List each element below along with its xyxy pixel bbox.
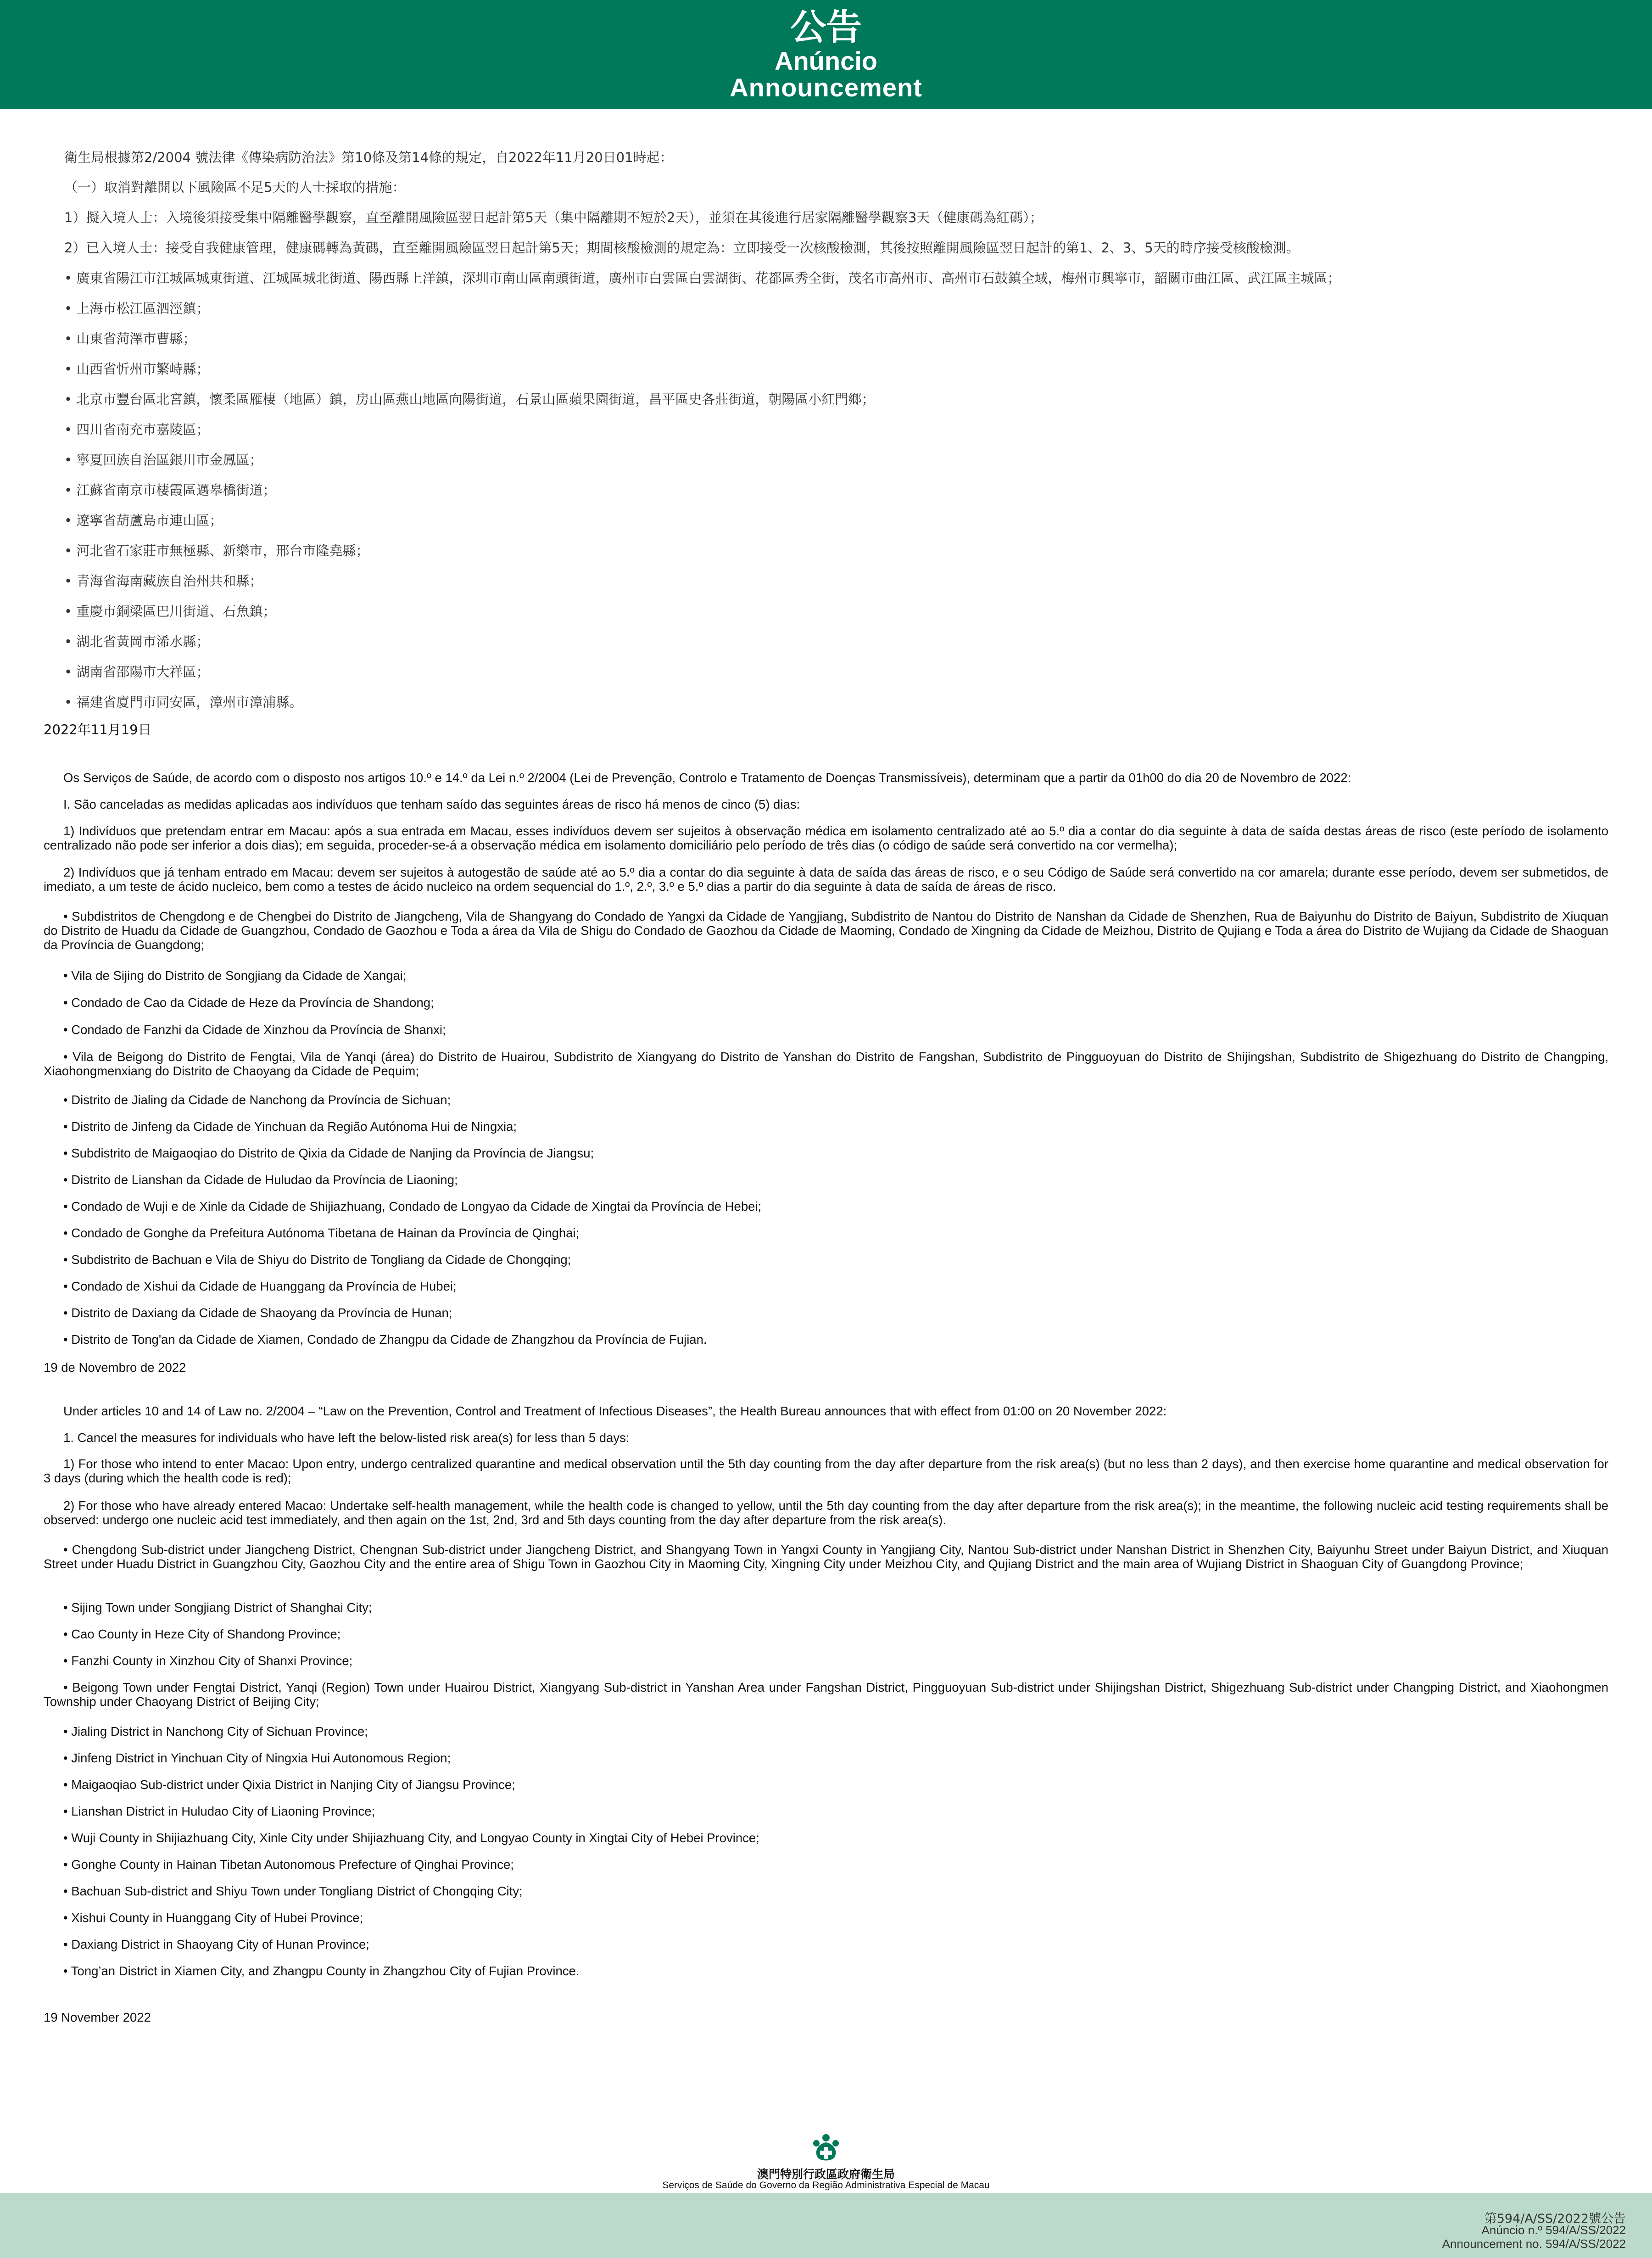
zh-area: • 河北省石家莊市無極縣、新樂市，邢台市隆堯縣；: [64, 543, 369, 559]
en-area: • Fanzhi County in Xinzhou City of Shanxi Province;: [63, 1654, 353, 1668]
health-bureau-logo: [0, 2133, 1652, 2163]
en-sub-1: 1) For those who intend to enter Macao: Upon entry, undergo centralized quarantine and medical observation until the 5th day counting from the day after departure from the risk area(s) (but no less than 2 days), and then exercise home quarantine and medical observation for 3 days (during which the health code is red);: [44, 1457, 1608, 1485]
zh-area: • 山西省忻州市繁峙縣；: [64, 361, 210, 377]
organization-name-pt: Serviços de Saúde do Governo da Região Administrativa Especial de Macau: [662, 2180, 990, 2191]
pt-area: • Distrito de Jialing da Cidade de Nanchong da Província de Sichuan;: [63, 1093, 451, 1107]
zh-area: • 湖南省邵陽市大祥區；: [64, 664, 210, 680]
zh-area: • 青海省海南藏族自治州共和縣；: [64, 573, 263, 589]
header-title-zh: 公告: [790, 7, 862, 48]
en-item-1: 1. Cancel the measures for individuals who have left the below-listed risk area(s) for less than 5 days:: [63, 1431, 630, 1445]
announcement-header: [0, 0, 1652, 109]
announcement-number-zh: 第594/A/SS/2022號公告: [1484, 2212, 1626, 2226]
zh-area: • 山東省菏澤市曹縣；: [64, 331, 196, 347]
en-date: 19 November 2022: [44, 2010, 151, 2024]
zh-sub-1: 1）擬入境人士：入境後須接受集中隔離醫學觀察，直至離開風險區翌日起計第5天（集中隔離期不短於2天），並須在其後進行居家隔離醫學觀察3天（健康碼為紅碼）；: [64, 210, 1043, 225]
pt-area: • Vila de Sijing do Distrito de Songjiang da Cidade de Xangai;: [63, 968, 407, 983]
pt-area: • Subdistrito de Bachuan e Vila de Shiyu do Distrito de Tongliang da Cidade de Chongqing;: [63, 1252, 571, 1267]
pt-area: • Condado de Wuji e de Xinle da Cidade de Shijiazhuang, Condado de Longyao da Cidade de Xingtai da Província de Hebei;: [63, 1199, 762, 1213]
pt-area: • Subdistrito de Maigaoqiao do Distrito de Qixia da Cidade de Nanjing da Província de Jiangsu;: [63, 1146, 594, 1160]
en-area: • Cao County in Heze City of Shandong Province;: [63, 1627, 341, 1641]
zh-date: 2022年11月19日: [44, 722, 151, 738]
en-area: • Maigaoqiao Sub-district under Qixia District in Nanjing City of Jiangsu Province;: [63, 1777, 515, 1792]
pt-area: • Condado de Xishui da Cidade de Huanggang da Província de Hubei;: [63, 1279, 457, 1293]
zh-area: • 廣東省陽江市江城區城東街道、江城區城北街道、陽西縣上洋鎮，深圳市南山區南頭街道，廣州市白雲區白雲湖街、花都區秀全街，茂名市高州市、高州市石鼓鎮全域，梅州市興寧市，韶關市曲江區、武江區主城區；: [64, 270, 1341, 286]
en-area: • Jialing District in Nanchong City of Sichuan Province;: [63, 1724, 368, 1738]
en-area: • Beigong Town under Fengtai District, Yanqi (Region) Town under Huairou District, Xiangyang Sub-district in Yanshan Area under Fangshan District, Pingguoyuan Sub-district under Shijingshan District, Shigezhuang Sub-district under Changping District, and Xiaohongmen Township under Chaoyang District of Beijing City;: [44, 1680, 1608, 1709]
zh-area: • 遼寧省葫蘆島市連山區；: [64, 513, 223, 528]
zh-sub-2: 2）已入境人士：接受自我健康管理，健康碼轉為黃碼，直至離開風險區翌日起計第5天；期間核酸檢測的規定為：立即接受一次核酸檢測，其後按照離開風險區翌日起計的第1、2、3、5天的時序接受核酸檢測。: [64, 240, 1300, 256]
en-area: • Bachuan Sub-district and Shiyu Town under Tongliang District of Chongqing City;: [63, 1884, 523, 1898]
organization-name-zh: 澳門特別行政區政府衛生局: [757, 2168, 895, 2181]
en-area: • Sijing Town under Songjiang District of Shanghai City;: [63, 1600, 372, 1615]
zh-area: • 重慶市銅梁區巴川街道、石魚鎮；: [64, 604, 276, 619]
announcement-number-en: Announcement no. 594/A/SS/2022: [1442, 2237, 1626, 2251]
zh-area: • 江蘇省南京市棲霞區邁皋橋街道；: [64, 482, 276, 498]
health-bureau-emblem-icon: [810, 2133, 842, 2163]
en-area: • Daxiang District in Shaoyang City of Hunan Province;: [63, 1937, 369, 1951]
zh-area: • 寧夏回族自治區銀川市金鳳區；: [64, 452, 263, 468]
en-area: • Lianshan District in Huludao City of Liaoning Province;: [63, 1804, 375, 1818]
pt-area: • Distrito de Lianshan da Cidade de Huludao da Província de Liaoning;: [63, 1173, 458, 1187]
pt-item-1: I. São canceladas as medidas aplicadas aos indivíduos que tenham saído das seguintes áreas de risco há menos de cinco (5) dias:: [63, 797, 800, 811]
pt-area: • Condado de Gonghe da Prefeitura Autónoma Tibetana de Hainan da Província de Qinghai;: [63, 1226, 580, 1240]
en-area: • Chengdong Sub-district under Jiangcheng District, Chengnan Sub-district under Jiangcheng District, and Shangyang Town in Yangxi County in Yangjiang City, Nantou Sub-district under Nanshan District in Shenzhen City, Baiyunhu Street under Baiyun District, and Xiuquan Street under Huadu District in Guangzhou City, Gaozhou City and the entire area of Shigu Town in Gaozhou City in Maoming City, Xingning City under Meizhou City, and Qujiang District and the main area of Wujiang District in Shaoguan City of Guangdong Province;: [44, 1543, 1608, 1571]
en-sub-2: 2) For those who have already entered Macao: Undertake self-health management, while the health code is changed to yellow, until the 5th day counting from the day after departure from the risk area(s); in the meantime, the following nucleic acid testing requirements shall be observed: undergo one nucleic acid test immediately, and then again on the 1st, 2nd, 3rd and 5th days counting from the day after departure from the risk area(s).: [44, 1498, 1608, 1527]
header-title-en: Announcement: [730, 73, 922, 102]
pt-intro: Os Serviços de Saúde, de acordo com o disposto nos artigos 10.º e 14.º da Lei n.º 2/2004 (Lei de Prevenção, Controlo e Tratamento de Doenças Transmissíveis), determinam que a partir da 01h00 do dia 20 de Novembro de 2022:: [63, 771, 1351, 785]
pt-area: • Subdistritos de Chengdong e de Chengbei do Distrito de Jiangcheng, Vila de Shangyang do Condado de Yangxi da Cidade de Yangjiang, Subdistrito de Nantou do Distrito de Nanshan da Cidade de Shenzhen, Rua de Baiyunhu do Distrito de Baiyun, Subdistrito de Xiuquan do Distrito de Huadu da Cidade de Guangzhou, Condado de Gaozhou e Toda a área da Vila de Shigu do Condado de Gaozhou da Cidade de Maoming, Condado de Xingning da Cidade de Meizhou, Distrito de Qujiang e Toda a área do Distrito de Wujiang da Cidade de Shaoguan da Província de Guangdong;: [44, 909, 1608, 952]
pt-area: • Condado de Cao da Cidade de Heze da Província de Shandong;: [63, 995, 434, 1010]
pt-area: • Vila de Beigong do Distrito de Fengtai, Vila de Yanqi (área) do Distrito de Huairou, Subdistrito de Xiangyang do Distrito de Yanshan do Distrito de Fangshan, Subdistrito de Pingguoyuan do Distrito de Shijingshan, Subdistrito de Shigezhuang do Distrito de Changping, Xiaohongmenxiang do Distrito de Chaoyang da Cidade de Pequim;: [44, 1050, 1608, 1078]
en-area: • Xishui County in Huanggang City of Hubei Province;: [63, 1911, 363, 1925]
announcement-number-pt: Anúncio n.º 594/A/SS/2022: [1481, 2223, 1626, 2237]
header-title-pt: Anúncio: [775, 46, 877, 75]
pt-area: • Distrito de Daxiang da Cidade de Shaoyang da Província de Hunan;: [63, 1306, 452, 1320]
en-area: • Wuji County in Shijiazhuang City, Xinle City under Shijiazhuang City, and Longyao County in Xingtai City of Hebei Province;: [63, 1831, 759, 1845]
en-area: • Tong’an District in Xiamen City, and Zhangpu County in Zhangzhou City of Fujian Province.: [63, 1964, 580, 1978]
en-area: • Jinfeng District in Yinchuan City of Ningxia Hui Autonomous Region;: [63, 1751, 451, 1765]
zh-area: • 北京市豐台區北宮鎮，懷柔區雁棲（地區）鎮，房山區燕山地區向陽街道，石景山區蘋果園街道，昌平區史各莊街道，朝陽區小紅門鄉；: [64, 391, 875, 407]
pt-sub-1: 1) Indivíduos que pretendam entrar em Macau: após a sua entrada em Macau, esses indivíduos devem ser sujeitos à observação médica em isolamento centralizado até ao 5.º dia a contar do dia seguinte à data de saída destas áreas de risco (este período de isolamento centralizado não pode ser inferior a dois dias); em seguida, proceder-se-á a observação médica em isolamento domiciliário pelo período de três dias (o código de saúde será convertido na cor vermelha);: [44, 824, 1608, 852]
pt-date: 19 de Novembro de 2022: [44, 1360, 186, 1375]
en-intro: Under articles 10 and 14 of Law no. 2/2004 – “Law on the Prevention, Control and Treatment of Infectious Diseases”, the Health Bureau announces that with effect from 01:00 on 20 November 2022:: [63, 1404, 1167, 1418]
zh-intro: 衛生局根據第2/2004 號法律《傳染病防治法》第10條及第14條的規定，自2022年11月20日01時起：: [64, 150, 673, 165]
pt-area: • Distrito de Tong'an da Cidade de Xiamen, Condado de Zhangpu da Cidade de Zhangzhou da Província de Fujian.: [63, 1332, 707, 1347]
zh-area: • 福建省廈門市同安區，漳州市漳浦縣。: [64, 694, 303, 710]
footer-band: [0, 2193, 1652, 2258]
pt-sub-2: 2) Indivíduos que já tenham entrado em Macau: devem ser sujeitos à autogestão de saúde até ao 5.º dia a contar do dia seguinte à data de saída das áreas de risco, e o seu Código de Saúde será convertido na cor amarela; durante esse período, devem ser submetidos, de imediato, a um teste de ácido nucleico, bem como a testes de ácido nucleico na ordem sequencial do 1.º, 2.º, 3.º e 5.º dias a partir do dia seguinte à data de saída de áreas de risco.: [44, 865, 1608, 894]
pt-area: • Distrito de Jinfeng da Cidade de Yinchuan da Região Autónoma Hui de Ningxia;: [63, 1119, 517, 1134]
pt-area: • Condado de Fanzhi da Cidade de Xinzhou da Província de Shanxi;: [63, 1023, 446, 1037]
zh-area: • 上海市松江區泗涇鎮；: [64, 301, 210, 316]
zh-area: • 湖北省黃岡市浠水縣；: [64, 634, 210, 649]
zh-item-1: （一）取消對離開以下風險區不足5天的人士採取的措施：: [64, 179, 406, 195]
zh-area: • 四川省南充市嘉陵區；: [64, 422, 210, 437]
en-area: • Gonghe County in Hainan Tibetan Autonomous Prefecture of Qinghai Province;: [63, 1857, 514, 1872]
